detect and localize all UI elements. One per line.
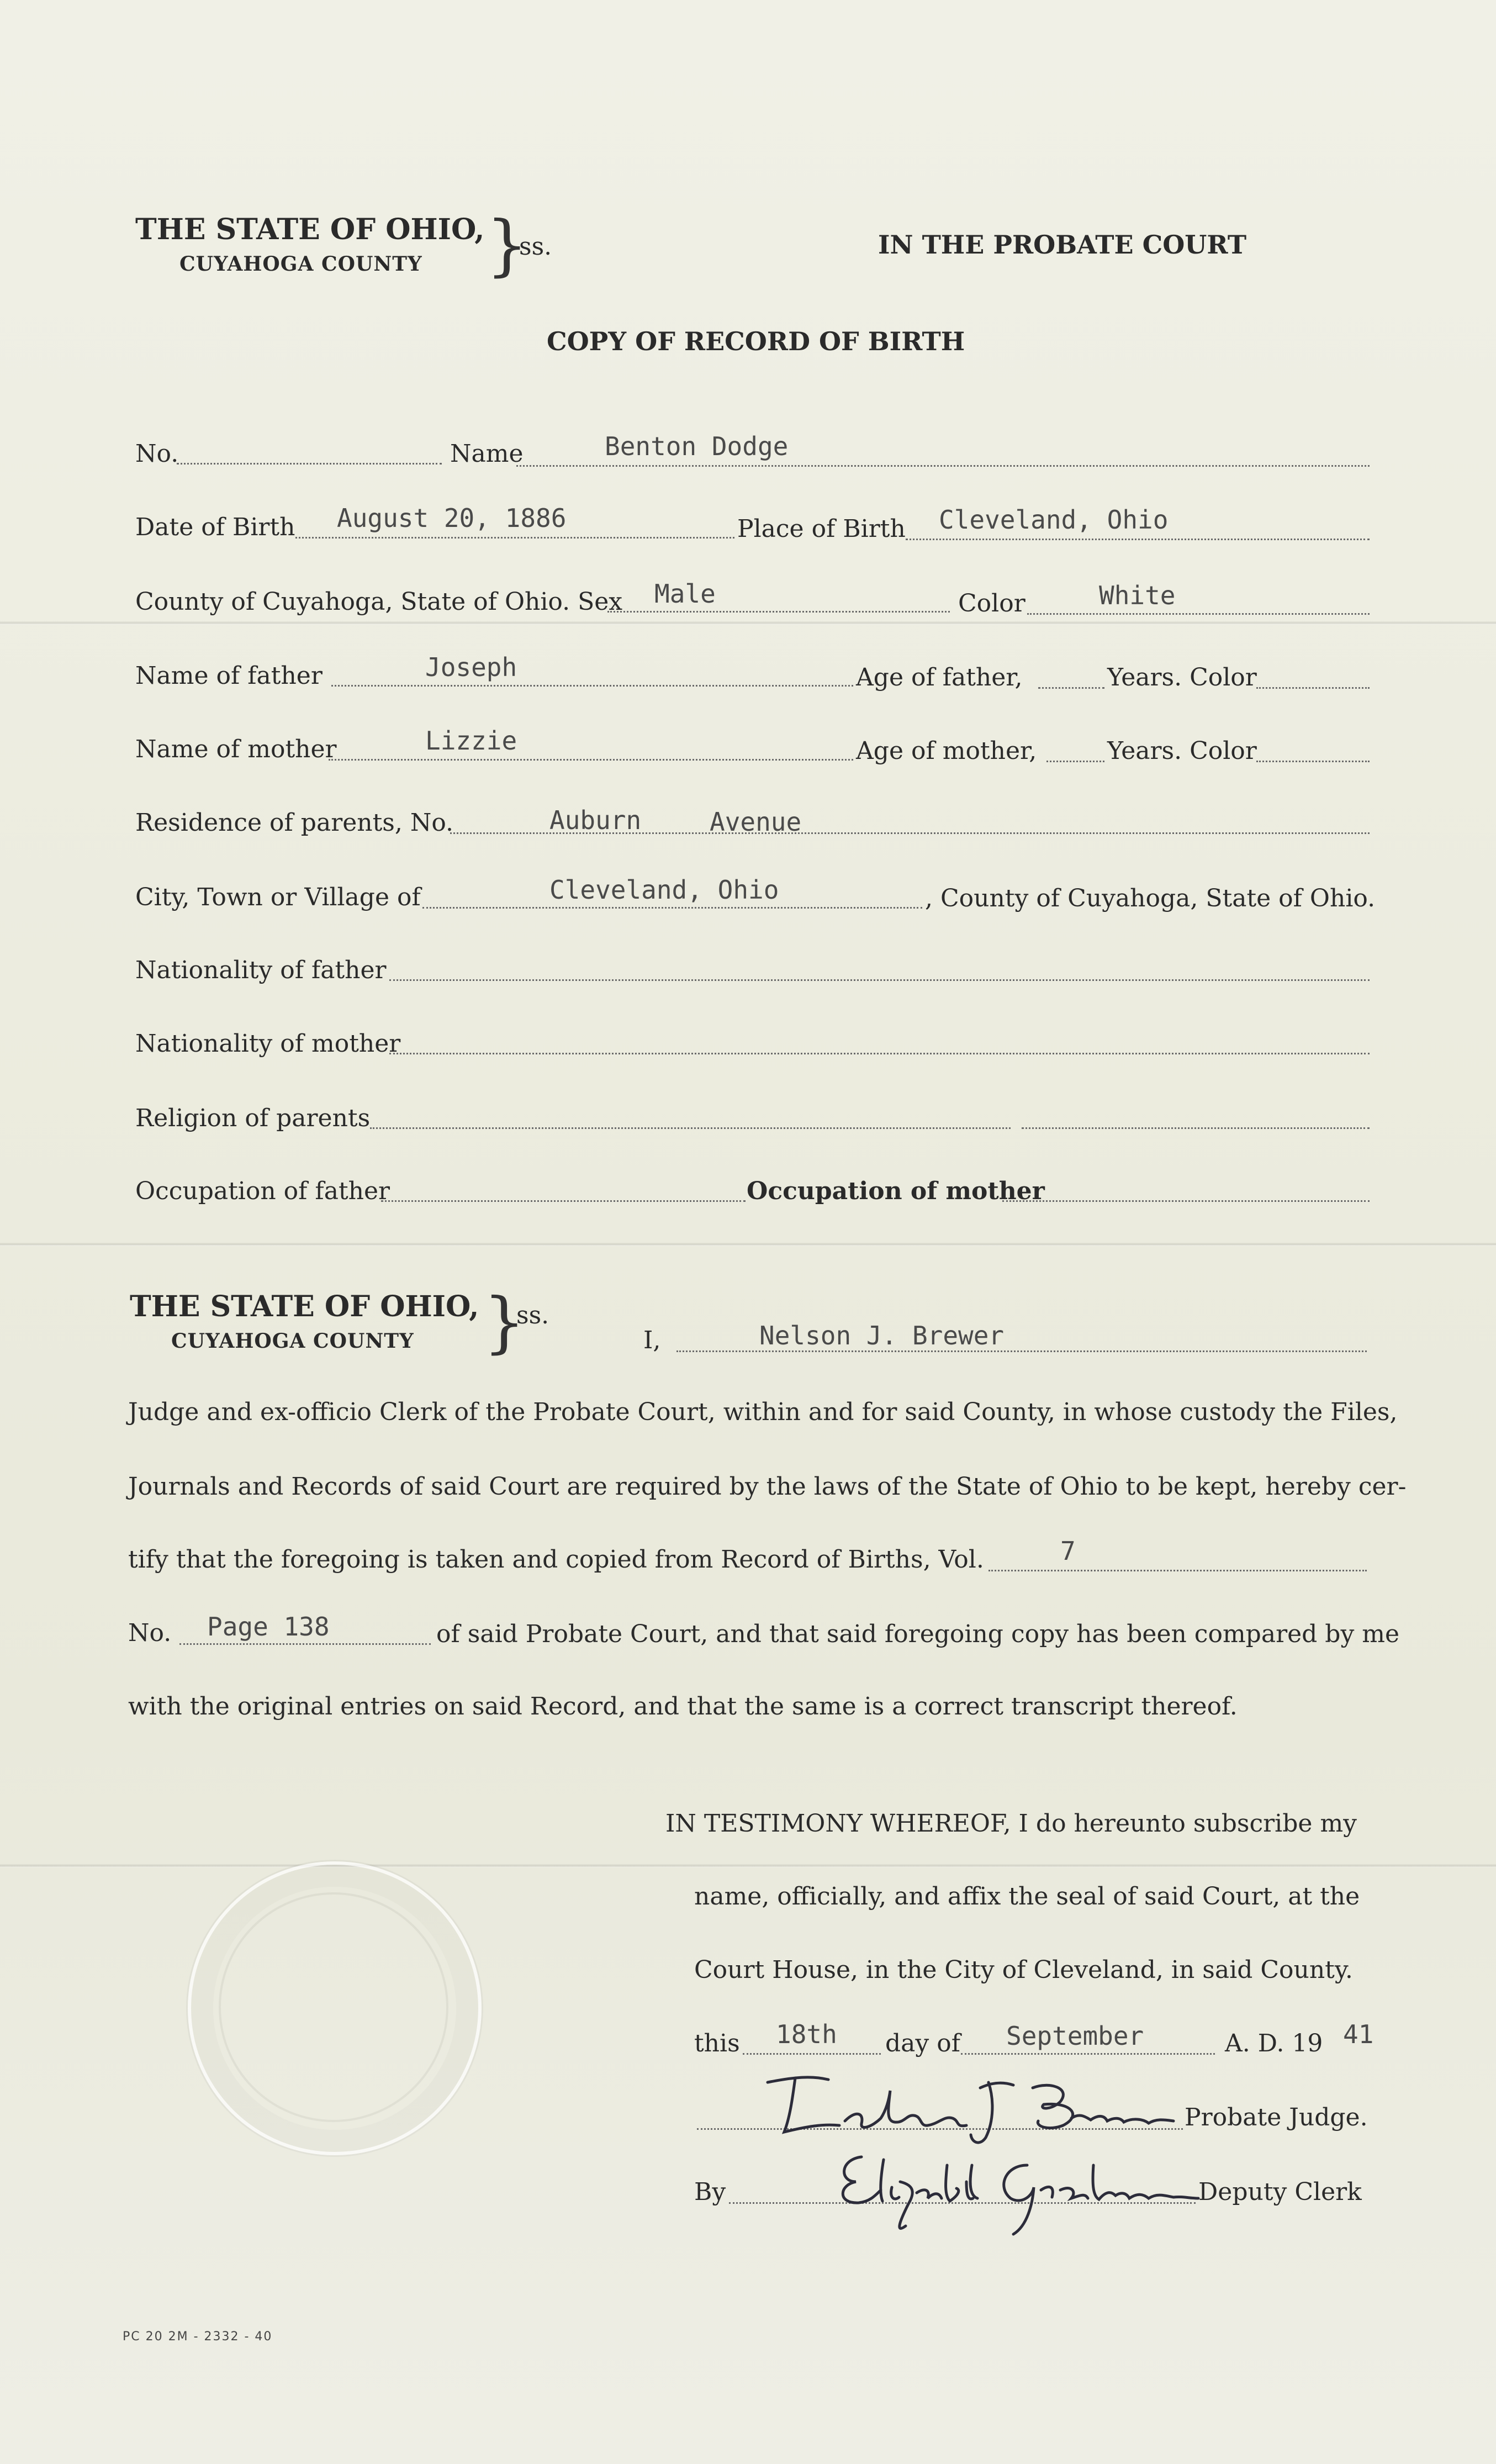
label-occupation-father: Occupation of father bbox=[135, 1177, 390, 1205]
label-years-color-mother: Years. Color bbox=[1107, 737, 1257, 765]
label-place-of-birth: Place of Birth bbox=[737, 515, 906, 543]
form-code: PC 20 2M - 2332 - 40 bbox=[123, 2330, 273, 2344]
field-line bbox=[1256, 687, 1370, 689]
label-name-of-father: Name of father bbox=[135, 662, 323, 690]
label-nationality-father: Nationality of father bbox=[135, 956, 387, 984]
header-ss: ss. bbox=[519, 233, 552, 261]
court-seal-emboss bbox=[188, 1861, 482, 2155]
field-line bbox=[1256, 761, 1370, 762]
value-year: 41 bbox=[1343, 2019, 1374, 2049]
clerk-signature bbox=[828, 2143, 1204, 2237]
label-name-of-mother: Name of mother bbox=[135, 735, 337, 763]
field-line bbox=[961, 2053, 1215, 2055]
field-line bbox=[1022, 1127, 1370, 1129]
value-month: September bbox=[1006, 2021, 1144, 2051]
label-this: this bbox=[694, 2029, 740, 2057]
label-day-of: day of bbox=[885, 2029, 961, 2057]
field-line bbox=[1038, 687, 1104, 689]
cert-line-4: of said Probate Court, and that said foregoing copy has been compared by me bbox=[436, 1620, 1400, 1648]
value-day: 18th bbox=[776, 2019, 837, 2049]
label-by: By bbox=[694, 2178, 726, 2206]
label-probate-judge: Probate Judge. bbox=[1185, 2103, 1368, 2131]
label-age-of-mother: Age of mother, bbox=[856, 737, 1037, 765]
field-line bbox=[179, 1643, 431, 1645]
cert-line-1: Judge and ex-officio Clerk of the Probate Court, within and for said County, in whose custody the Files, bbox=[128, 1398, 1398, 1426]
field-line bbox=[1027, 613, 1370, 615]
field-line bbox=[422, 907, 922, 909]
header-county: CUYAHOGA COUNTY bbox=[179, 252, 422, 276]
label-years-color-father: Years. Color bbox=[1107, 663, 1257, 692]
cert-no-label: No. bbox=[128, 1619, 172, 1647]
value-residence-2: Avenue bbox=[710, 807, 802, 837]
label-city: City, Town or Village of bbox=[135, 883, 421, 911]
field-line bbox=[988, 1570, 1367, 1571]
field-line bbox=[1046, 761, 1104, 762]
label-county-state-sex: County of Cuyahoga, State of Ohio. Sex bbox=[135, 588, 623, 616]
cert-line-5: with the original entries on said Record, and that the same is a correct transcript thereof. bbox=[128, 1692, 1238, 1721]
value-name: Benton Dodge bbox=[605, 431, 789, 461]
header-state: THE STATE OF OHIO, bbox=[135, 213, 485, 246]
testimony-line-3: Court House, in the City of Cleveland, in said County. bbox=[694, 1956, 1353, 1984]
value-residence-1: Auburn bbox=[549, 805, 642, 835]
cert-line-2: Journals and Records of said Court are required by the laws of the State of Ohio to be kept, hereby cer- bbox=[128, 1473, 1407, 1501]
judge-signature bbox=[762, 2066, 1182, 2149]
value-sex: Male bbox=[654, 579, 716, 609]
label-color: Color bbox=[958, 589, 1025, 618]
brace-icon: } bbox=[486, 207, 528, 284]
field-line bbox=[177, 463, 442, 465]
cert-state: THE STATE OF OHIO, bbox=[130, 1290, 479, 1323]
cert-judge-name: Nelson J. Brewer bbox=[759, 1321, 1005, 1350]
field-line bbox=[329, 759, 853, 761]
field-line bbox=[1002, 1200, 1370, 1202]
label-county-suffix: , County of Cuyahoga, State of Ohio. bbox=[925, 884, 1376, 912]
field-line bbox=[370, 1127, 1011, 1129]
field-line bbox=[607, 611, 950, 613]
fold-line bbox=[0, 1864, 1496, 1867]
value-date-of-birth: August 20, 1886 bbox=[337, 503, 567, 533]
value-mother: Lizzie bbox=[425, 726, 517, 756]
field-line bbox=[743, 2053, 881, 2055]
fold-line bbox=[0, 621, 1496, 625]
cert-ss: ss. bbox=[516, 1301, 549, 1329]
cert-no-value: Page 138 bbox=[207, 1612, 330, 1642]
value-color: White bbox=[1099, 581, 1176, 610]
label-occupation-mother: Occupation of mother bbox=[747, 1177, 1045, 1205]
field-line bbox=[676, 1350, 1367, 1352]
value-father: Joseph bbox=[425, 652, 517, 682]
cert-vol: 7 bbox=[1060, 1536, 1076, 1566]
field-line bbox=[381, 1200, 746, 1202]
cert-line-3: tify that the foregoing is taken and copied from Record of Births, Vol. bbox=[128, 1545, 984, 1574]
field-line bbox=[906, 539, 1370, 540]
label-name: Name bbox=[450, 440, 524, 468]
label-date-of-birth: Date of Birth bbox=[135, 513, 295, 541]
brace-icon: } bbox=[483, 1284, 526, 1361]
document-title: COPY OF RECORD OF BIRTH bbox=[547, 326, 965, 356]
field-line bbox=[295, 537, 734, 539]
label-residence: Residence of parents, No. bbox=[135, 809, 454, 837]
cert-county: CUYAHOGA COUNTY bbox=[171, 1329, 414, 1353]
testimony-line-2: name, officially, and affix the seal of said Court, at the bbox=[694, 1882, 1360, 1911]
label-ad: A. D. 19 bbox=[1225, 2029, 1323, 2057]
label-nationality-mother: Nationality of mother bbox=[135, 1030, 401, 1058]
label-deputy-clerk: Deputy Clerk bbox=[1198, 2178, 1362, 2206]
field-line bbox=[389, 979, 1370, 981]
value-city: Cleveland, Ohio bbox=[549, 875, 779, 905]
field-line bbox=[516, 465, 1370, 467]
field-line bbox=[331, 685, 853, 687]
label-age-of-father: Age of father, bbox=[856, 663, 1023, 692]
fold-line bbox=[0, 1243, 1496, 1246]
label-religion: Religion of parents bbox=[135, 1104, 371, 1132]
cert-i-label: I, bbox=[643, 1326, 661, 1354]
header-court: IN THE PROBATE COURT bbox=[878, 230, 1247, 260]
field-line bbox=[389, 1053, 1370, 1054]
testimony-line-1: IN TESTIMONY WHEREOF, I do hereunto subscribe my bbox=[665, 1809, 1357, 1838]
label-no: No. bbox=[135, 440, 179, 468]
value-place-of-birth: Cleveland, Ohio bbox=[939, 505, 1169, 535]
